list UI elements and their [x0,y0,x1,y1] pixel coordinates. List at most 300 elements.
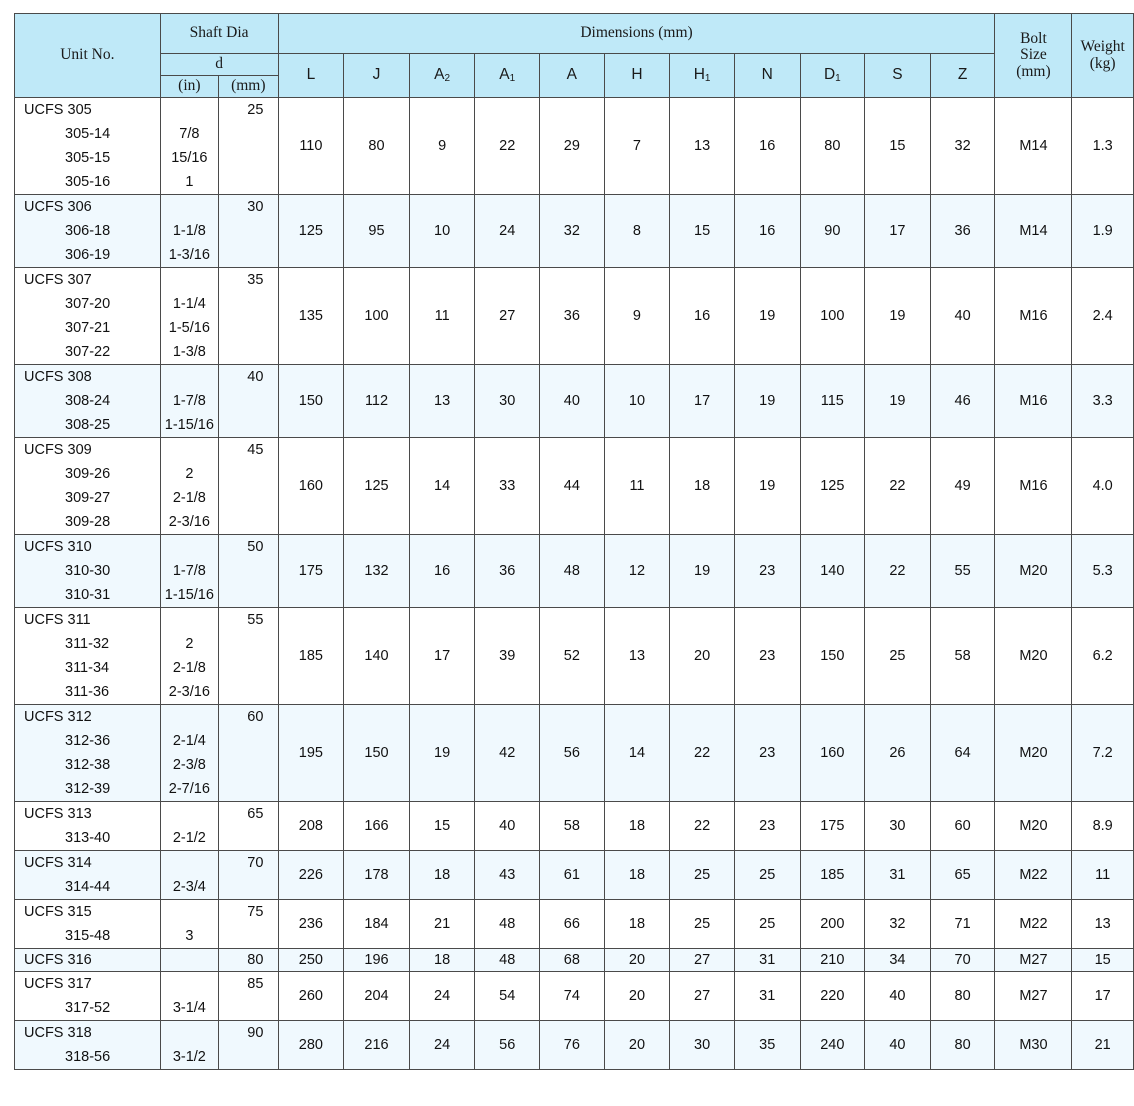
unit-no: UCFS 310 [24,539,92,555]
spacer [161,972,218,996]
header-col-n: N [734,54,800,98]
shaft-mm-value: 45 [247,442,264,458]
unit-variant: 311-32 [65,636,110,652]
cell-dim-a2: 15 [409,802,475,851]
cell-dim-h: 9 [604,268,670,365]
shaft-in-value: 1-3/16 [168,247,210,263]
cell-dim-s: 19 [865,365,931,438]
shaft-in-value: 1-5/16 [168,320,210,336]
cell-dim-a: 74 [540,972,605,1021]
header-col-h: H [604,54,670,98]
cell-bolt-size: M20 [995,535,1072,608]
header-mm: (mm) [219,76,278,98]
cell-dim-a2: 17 [409,608,475,705]
header-unit-no: Unit No. [15,14,161,98]
header-shaft-dia: Shaft Dia [160,14,278,54]
cell-dim-h: 12 [604,535,670,608]
cell-unit-no [15,972,161,1021]
header-col-a: A [540,54,605,98]
cell-dim-n: 16 [734,98,800,195]
cell-dim-l: 250 [278,949,344,972]
cell-unit-no [15,608,161,705]
cell-shaft-in [160,98,218,195]
cell-dim-a2: 24 [409,1021,475,1070]
shaft-in-value: 1-1/8 [172,223,206,239]
spacer [161,705,218,729]
table-row [15,98,1134,195]
spacer [161,98,218,122]
cell-dim-d1: 125 [800,438,865,535]
cell-dim-a1: 33 [475,438,540,535]
cell-dim-z: 46 [930,365,995,438]
cell-weight: 1.3 [1072,98,1134,195]
cell-dim-h1: 16 [670,268,735,365]
cell-bolt-size: M20 [995,705,1072,802]
cell-shaft-mm [219,900,278,949]
cell-dim-a: 48 [540,535,605,608]
cell-dim-l: 208 [278,802,344,851]
shaft-in-value: 1-7/8 [172,563,206,579]
unit-variant: 307-21 [65,320,111,336]
header-col-a2: $A_2$ [409,54,475,98]
cell-shaft-mm [219,365,278,438]
cell-dim-z: 32 [930,98,995,195]
cell-dim-h: 20 [604,972,670,1021]
header-col-z: Z [930,54,995,98]
cell-dim-n: 19 [734,438,800,535]
table-row [15,802,1134,851]
cell-dim-l: 110 [278,98,344,195]
unit-no: UCFS 305 [24,102,92,118]
spacer [161,365,218,389]
shaft-in-value: 2-3/4 [172,879,206,895]
cell-dim-j: 178 [344,851,410,900]
cell-dim-h1: 22 [670,802,735,851]
shaft-mm-value: 25 [247,102,264,118]
cell-bolt-size: M16 [995,365,1072,438]
cell-dim-a: 61 [540,851,605,900]
cell-dim-l: 135 [278,268,344,365]
unit-no: UCFS 318 [24,1025,92,1041]
unit-variant: 307-22 [65,344,111,360]
table-body [15,98,1134,1070]
cell-dim-a: 66 [540,900,605,949]
shaft-mm-value: 65 [247,806,264,822]
shaft-mm-value: 55 [247,612,264,628]
cell-dim-d1: 90 [800,195,865,268]
cell-dim-z: 49 [930,438,995,535]
cell-dim-j: 132 [344,535,410,608]
cell-dim-a1: 42 [475,705,540,802]
cell-dim-a1: 27 [475,268,540,365]
cell-weight: 6.2 [1072,608,1134,705]
cell-dim-a1: 54 [475,972,540,1021]
shaft-in-value: 1-15/16 [164,587,214,603]
cell-weight: 8.9 [1072,802,1134,851]
cell-dim-h: 13 [604,608,670,705]
cell-dim-l: 125 [278,195,344,268]
cell-bolt-size: M30 [995,1021,1072,1070]
header-dimensions: Dimensions (mm) [278,14,995,54]
cell-dim-a: 76 [540,1021,605,1070]
cell-dim-d1: 140 [800,535,865,608]
cell-shaft-mm [219,1021,278,1070]
cell-shaft-mm [219,705,278,802]
cell-dim-a: 68 [540,949,605,972]
cell-dim-n: 19 [734,268,800,365]
cell-weight: 21 [1072,1021,1134,1070]
cell-dim-n: 25 [734,900,800,949]
cell-shaft-in [160,900,218,949]
shaft-in-value: 1-3/8 [172,344,206,360]
table-header [15,14,1134,98]
cell-dim-z: 40 [930,268,995,365]
cell-dim-z: 80 [930,1021,995,1070]
cell-dim-l: 280 [278,1021,344,1070]
shaft-mm-value: 70 [247,855,264,871]
cell-dim-l: 175 [278,535,344,608]
cell-dim-a1: 48 [475,949,540,972]
cell-dim-j: 150 [344,705,410,802]
cell-dim-s: 34 [865,949,931,972]
cell-dim-z: 60 [930,802,995,851]
unit-variant: 309-28 [65,514,111,530]
table-row [15,535,1134,608]
shaft-mm-value: 40 [247,369,264,385]
cell-weight: 15 [1072,949,1134,972]
cell-dim-d1: 115 [800,365,865,438]
cell-weight: 7.2 [1072,705,1134,802]
cell-dim-a2: 13 [409,365,475,438]
cell-dim-z: 80 [930,972,995,1021]
cell-dim-z: 71 [930,900,995,949]
shaft-in-value: 2-7/16 [168,781,210,797]
cell-dim-j: 100 [344,268,410,365]
cell-weight: 1.9 [1072,195,1134,268]
unit-variant: 315-48 [65,928,111,944]
cell-dim-h: 14 [604,705,670,802]
cell-dim-s: 22 [865,438,931,535]
shaft-in-value: 1-7/8 [172,393,206,409]
cell-weight: 2.4 [1072,268,1134,365]
shaft-in-value: 2-1/8 [172,660,206,676]
cell-shaft-in [160,608,218,705]
cell-dim-h1: 17 [670,365,735,438]
header-in: (in) [160,76,218,98]
shaft-mm-value: 35 [247,272,264,288]
cell-shaft-in [160,365,218,438]
cell-unit-no [15,900,161,949]
cell-dim-j: 184 [344,900,410,949]
cell-shaft-mm [219,972,278,1021]
cell-dim-n: 19 [734,365,800,438]
unit-variant: 309-27 [65,490,111,506]
shaft-in-value: 2-3/16 [168,514,210,530]
unit-variant: 314-44 [65,879,111,895]
shaft-in-value: 2-3/8 [172,757,206,773]
cell-unit-no [15,1021,161,1070]
shaft-in-value: 2-1/4 [172,733,206,749]
cell-bolt-size: M20 [995,802,1072,851]
shaft-mm-value: 90 [247,1025,264,1041]
unit-variant: 318-56 [65,1049,111,1065]
unit-no: UCFS 315 [24,904,92,920]
cell-dim-z: 36 [930,195,995,268]
unit-no: UCFS 312 [24,709,92,725]
cell-unit-no [15,268,161,365]
header-col-h1: $H_1$ [670,54,735,98]
unit-variant: 308-25 [65,417,111,433]
cell-unit-no [15,705,161,802]
cell-dim-a: 58 [540,802,605,851]
cell-dim-a2: 18 [409,949,475,972]
cell-dim-a1: 24 [475,195,540,268]
cell-dim-n: 23 [734,535,800,608]
cell-dim-j: 95 [344,195,410,268]
cell-bolt-size: M27 [995,949,1072,972]
cell-shaft-in [160,949,218,972]
shaft-in-value: 3-1/2 [172,1049,206,1065]
cell-dim-z: 65 [930,851,995,900]
cell-shaft-mm [219,535,278,608]
shaft-in-value: 1-15/16 [164,417,214,433]
cell-dim-a: 36 [540,268,605,365]
cell-dim-h: 11 [604,438,670,535]
cell-dim-a2: 21 [409,900,475,949]
cell-dim-h1: 27 [670,949,735,972]
unit-no: UCFS 307 [24,272,92,288]
cell-dim-n: 31 [734,949,800,972]
table-row [15,900,1134,949]
cell-dim-a2: 11 [409,268,475,365]
unit-no: UCFS 317 [24,976,92,992]
cell-dim-a2: 10 [409,195,475,268]
unit-no: UCFS 309 [24,442,92,458]
cell-bolt-size: M14 [995,195,1072,268]
header-col-l: L [278,54,344,98]
shaft-in-value: 1-1/4 [172,296,206,312]
cell-dim-d1: 200 [800,900,865,949]
cell-weight: 3.3 [1072,365,1134,438]
cell-dim-l: 236 [278,900,344,949]
ucfs-dimensions-table [14,13,1134,1070]
cell-dim-a2: 24 [409,972,475,1021]
table-row [15,195,1134,268]
shaft-mm-value: 60 [247,709,264,725]
cell-dim-j: 125 [344,438,410,535]
cell-weight: 13 [1072,900,1134,949]
unit-no: UCFS 313 [24,806,92,822]
cell-dim-h: 8 [604,195,670,268]
cell-dim-s: 22 [865,535,931,608]
cell-bolt-size: M27 [995,972,1072,1021]
cell-dim-d1: 80 [800,98,865,195]
spacer [161,802,218,826]
cell-shaft-in [160,438,218,535]
cell-dim-a2: 18 [409,851,475,900]
cell-dim-h1: 27 [670,972,735,1021]
cell-dim-n: 23 [734,705,800,802]
unit-variant: 310-30 [65,563,111,579]
cell-dim-j: 80 [344,98,410,195]
unit-no: UCFS 306 [24,199,92,215]
shaft-in-value: 3 [185,928,194,944]
cell-bolt-size: M16 [995,438,1072,535]
cell-dim-h: 7 [604,98,670,195]
cell-dim-d1: 240 [800,1021,865,1070]
cell-dim-h1: 13 [670,98,735,195]
cell-dim-z: 58 [930,608,995,705]
cell-dim-h1: 15 [670,195,735,268]
cell-shaft-mm [219,608,278,705]
table-row [15,1021,1134,1070]
table-row [15,438,1134,535]
cell-shaft-mm [219,802,278,851]
shaft-in-value: 2-1/2 [172,830,206,846]
cell-dim-a2: 14 [409,438,475,535]
cell-dim-d1: 175 [800,802,865,851]
unit-no: UCFS 308 [24,369,92,385]
cell-dim-h1: 19 [670,535,735,608]
shaft-mm-value: 80 [247,952,264,968]
cell-dim-l: 195 [278,705,344,802]
header-weight: Weight (kg) [1072,14,1134,98]
spec-table-container [14,13,1134,1070]
shaft-in-value: 2-1/8 [172,490,206,506]
table-row [15,705,1134,802]
cell-shaft-mm [219,268,278,365]
unit-variant: 317-52 [65,1000,111,1016]
cell-dim-s: 25 [865,608,931,705]
cell-dim-j: 140 [344,608,410,705]
spacer [161,268,218,292]
cell-shaft-in [160,972,218,1021]
cell-bolt-size: M22 [995,900,1072,949]
cell-dim-a1: 56 [475,1021,540,1070]
unit-variant: 305-15 [65,150,111,166]
unit-no: UCFS 311 [24,612,91,628]
cell-unit-no [15,535,161,608]
cell-dim-h1: 30 [670,1021,735,1070]
cell-dim-z: 70 [930,949,995,972]
shaft-in-value: 2 [185,466,194,482]
spacer [161,608,218,632]
cell-dim-h: 20 [604,949,670,972]
header-d: d [160,54,278,76]
cell-dim-a2: 16 [409,535,475,608]
cell-dim-l: 160 [278,438,344,535]
cell-dim-a2: 9 [409,98,475,195]
spacer [161,438,218,462]
cell-dim-s: 30 [865,802,931,851]
unit-variant: 312-39 [65,781,111,797]
cell-dim-l: 185 [278,608,344,705]
cell-shaft-in [160,1021,218,1070]
cell-dim-a: 56 [540,705,605,802]
unit-variant: 312-38 [65,757,111,773]
header-col-a1: $A_1$ [475,54,540,98]
cell-dim-d1: 210 [800,949,865,972]
cell-dim-s: 40 [865,1021,931,1070]
cell-dim-a: 52 [540,608,605,705]
cell-unit-no [15,802,161,851]
header-col-d1: $D_1$ [800,54,865,98]
shaft-mm-value: 30 [247,199,264,215]
cell-dim-s: 32 [865,900,931,949]
cell-dim-s: 15 [865,98,931,195]
cell-shaft-mm [219,851,278,900]
spacer [161,195,218,219]
unit-variant: 309-26 [65,466,111,482]
cell-unit-no [15,438,161,535]
cell-dim-d1: 220 [800,972,865,1021]
cell-weight: 5.3 [1072,535,1134,608]
cell-dim-n: 23 [734,608,800,705]
unit-variant: 311-36 [65,684,110,700]
cell-dim-a1: 30 [475,365,540,438]
unit-no: UCFS 316 [24,952,92,968]
header-col-j: J [344,54,410,98]
cell-shaft-in [160,268,218,365]
cell-dim-n: 35 [734,1021,800,1070]
cell-shaft-mm [219,98,278,195]
table-row [15,949,1134,972]
unit-variant: 310-31 [65,587,111,603]
table-row [15,365,1134,438]
cell-weight: 17 [1072,972,1134,1021]
shaft-in-value: 1 [185,174,194,190]
table-row [15,972,1134,1021]
table-row [15,608,1134,705]
shaft-in-value: 2 [185,636,194,652]
cell-bolt-size: M22 [995,851,1072,900]
spacer [161,851,218,875]
cell-dim-j: 204 [344,972,410,1021]
cell-dim-n: 25 [734,851,800,900]
unit-no: UCFS 314 [24,855,92,871]
cell-dim-a1: 43 [475,851,540,900]
cell-dim-j: 166 [344,802,410,851]
unit-variant: 305-16 [65,174,111,190]
cell-dim-h1: 25 [670,851,735,900]
unit-variant: 312-36 [65,733,111,749]
cell-shaft-mm [219,438,278,535]
spacer [161,1021,218,1045]
cell-unit-no [15,949,161,972]
cell-dim-s: 40 [865,972,931,1021]
cell-dim-j: 112 [344,365,410,438]
cell-dim-a1: 48 [475,900,540,949]
cell-unit-no [15,195,161,268]
cell-unit-no [15,365,161,438]
cell-shaft-mm [219,949,278,972]
cell-dim-h: 20 [604,1021,670,1070]
cell-bolt-size: M16 [995,268,1072,365]
shaft-in-value: 3-1/4 [172,1000,206,1016]
cell-shaft-in [160,535,218,608]
spacer [161,949,218,971]
shaft-mm-value: 50 [247,539,264,555]
unit-variant: 307-20 [65,296,111,312]
cell-dim-l: 150 [278,365,344,438]
cell-dim-a1: 22 [475,98,540,195]
cell-dim-n: 23 [734,802,800,851]
cell-shaft-mm [219,195,278,268]
unit-variant: 306-19 [65,247,111,263]
cell-dim-h1: 22 [670,705,735,802]
cell-dim-h: 10 [604,365,670,438]
shaft-mm-value: 85 [247,976,264,992]
